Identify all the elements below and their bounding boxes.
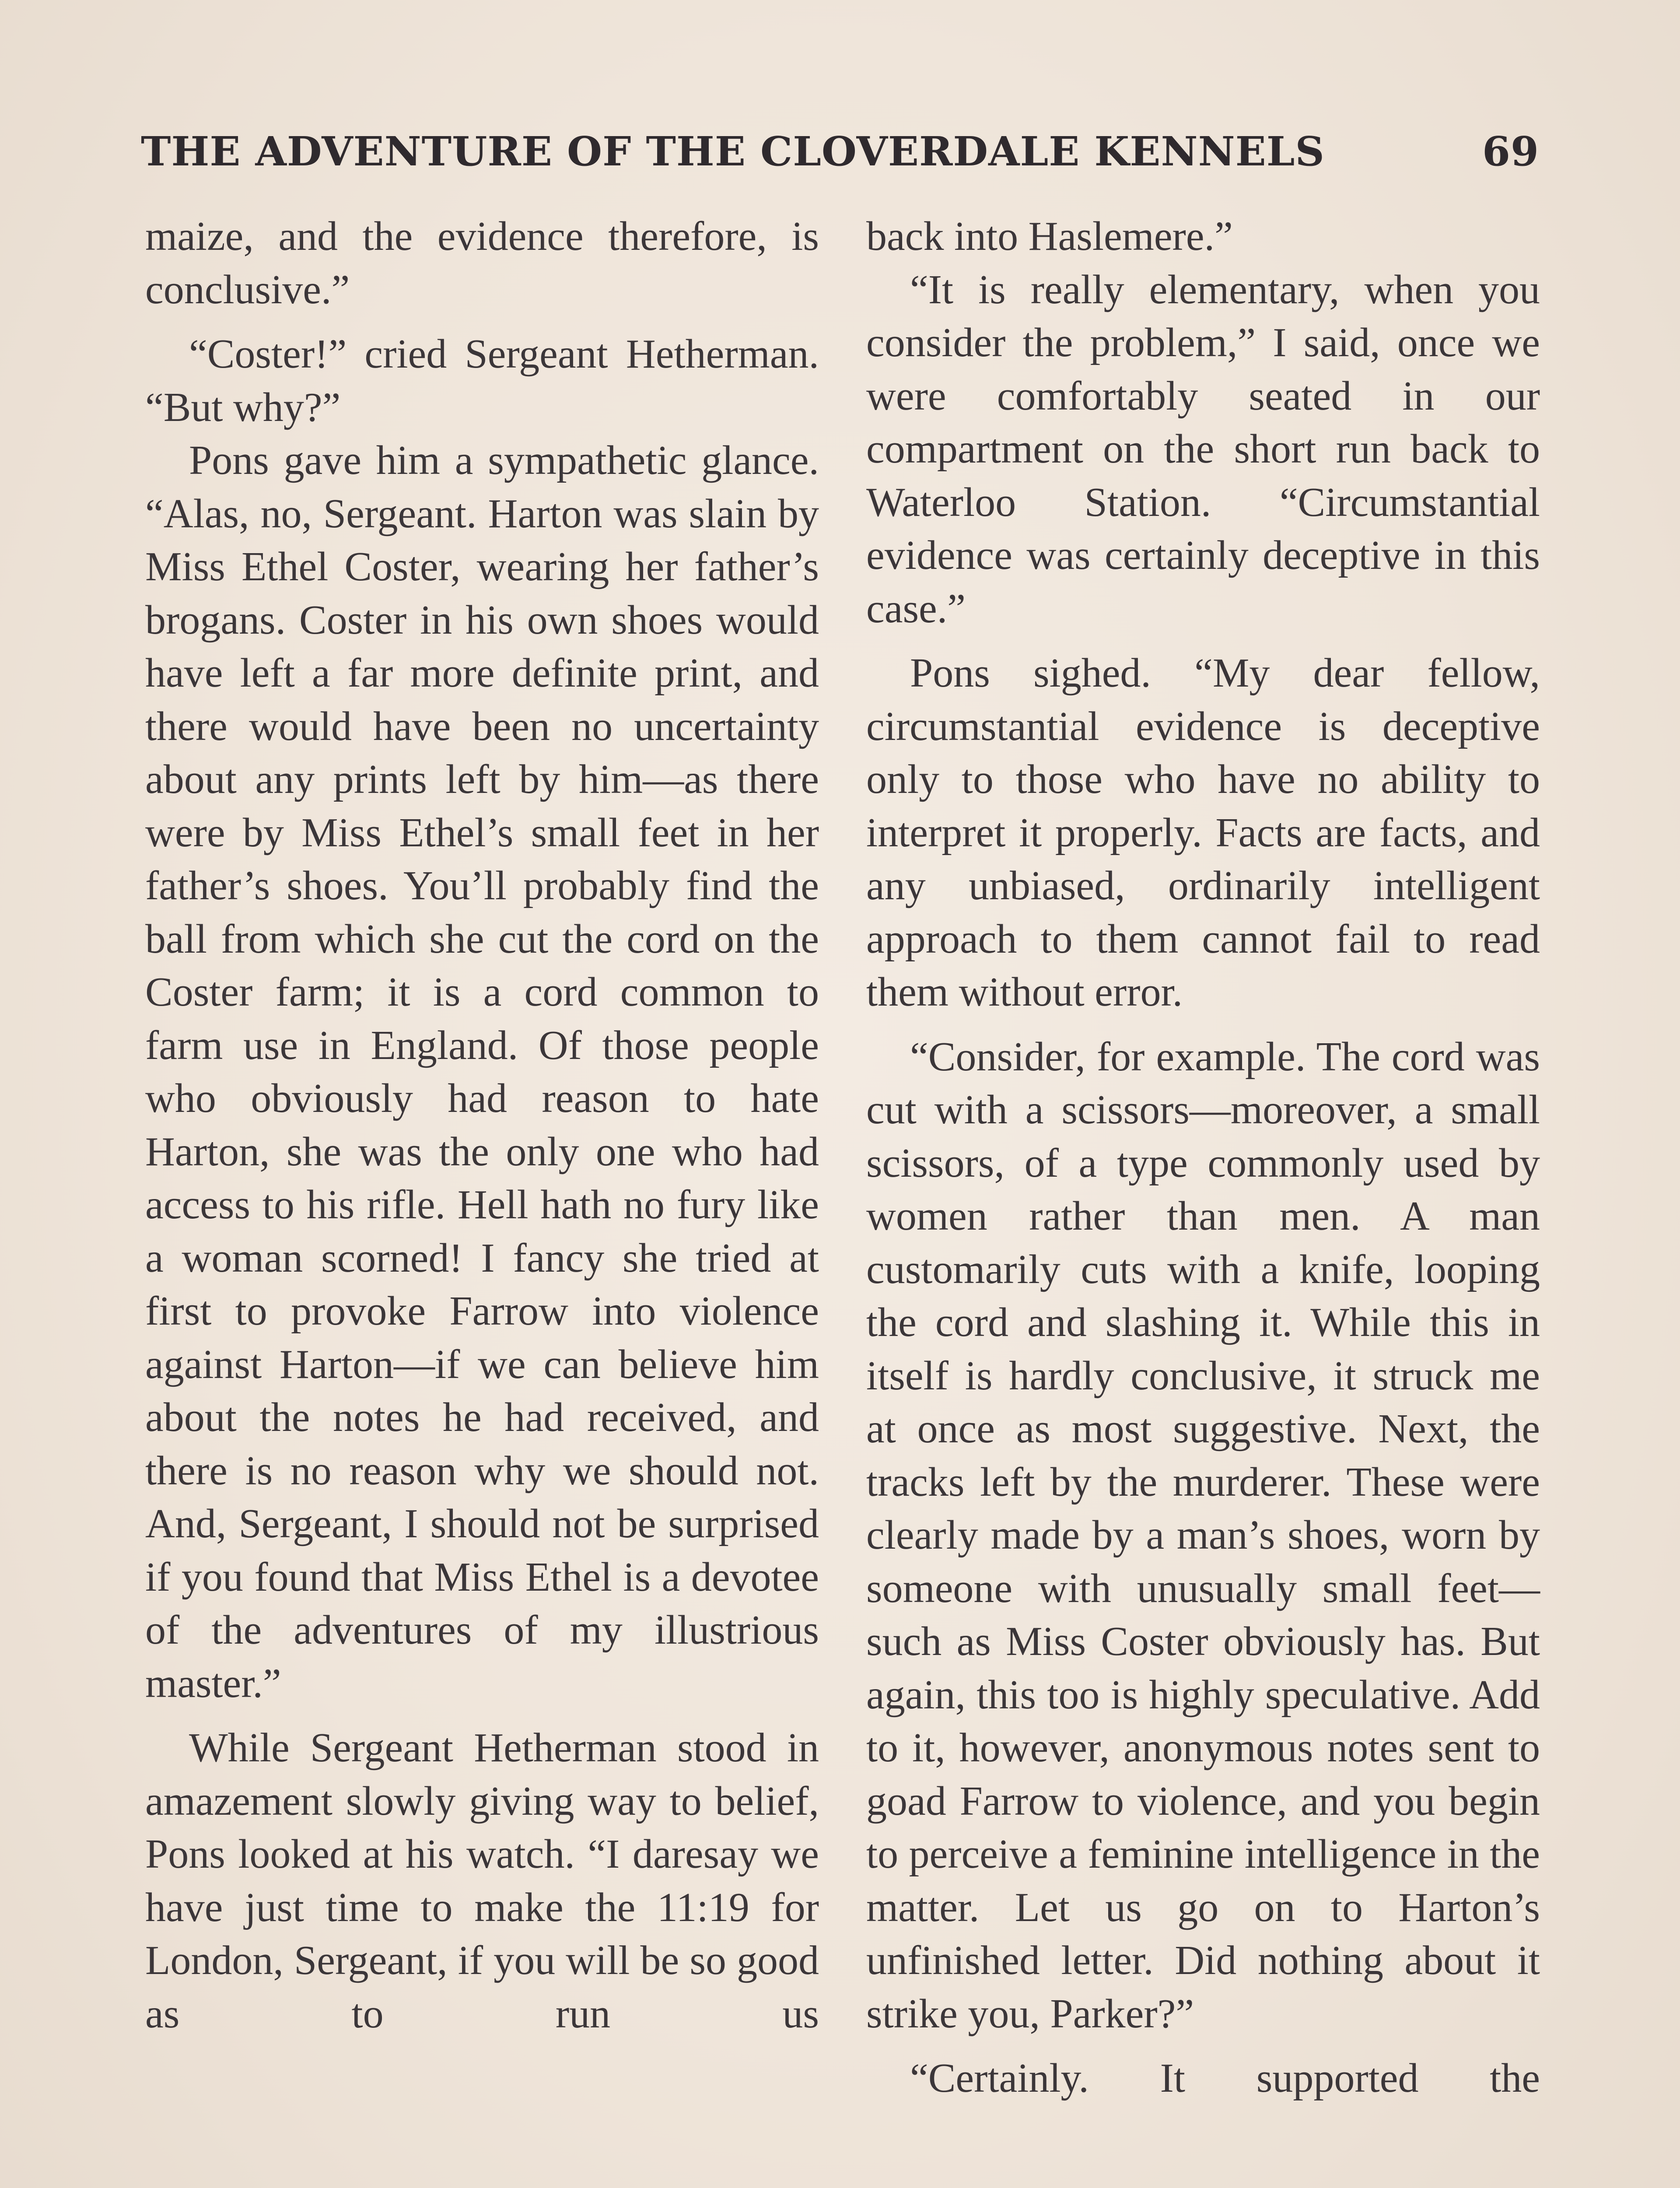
paragraph: “Consider, for example. The cord was cut with a scissors—moreover, a small scissors, of a type commonly used by women rather than men. A man customarily cuts with a knife, looping the cord and slashing it. While this in itself is hardly conclusive, it struck me at once as most suggestive. Next, the tracks left by the murderer. These were clearly made by a man’s shoes, worn by someone with unusually small feet—such as Miss Coster obviously has. But again, this too is highly speculative. Add to it, however, anonymous notes sent to goad Farrow to violence, and you begin to perceive a feminine intelligence in the matter. Let us go on to Harton’s unfinished letter. Did nothing about it strike you, Parker?” (866, 1034, 1540, 2037)
left-column (145, 210, 819, 2041)
chapter-title: THE ADVENTURE OF THE CLOVERDALE KENNELS (141, 128, 1325, 175)
paragraph: “It is really elementary, when you consider the problem,” I said, once we were comfortably seated in our compartment on the short run back to Waterloo Station. “Circumstantial evidence was certainly deceptive in this case.” (866, 266, 1540, 631)
paragraph: While Sergeant Hetherman stood in amazement slowly giving way to belief, Pons looked at his watch. “I daresay we have just time to make the 11:19 for London, Sergeant, if you will be so good as to run us (145, 1725, 819, 2037)
paragraph: back into Haslemere.” (866, 214, 1233, 259)
page-number: 69 (1482, 128, 1539, 175)
paragraph: Pons gave him a sympathetic glance. “Alas, no, Sergeant. Harton was slain by Miss Ethel Coster, wearing her father’s brogans. Coster in his own shoes would have left a far more definite print, and there would have been no uncertainty about any prints left by him—as there were by Miss Ethel’s small feet in her father’s shoes. You’ll probably find the ball from which she cut the cord on the Coster farm; it is a cord common to farm use in England. Of those people who obviously had reason to hate Harton, she was the only one who had access to his rifle. Hell hath no fury like a woman scorned! I fancy she tried at first to provoke Farrow into violence against Harton—if we can believe him about the notes he had received, and there is no reason why we should not. And, Sergeant, I should not be surprised if you found that Miss Ethel is a devotee of the adventures of my illustrious master.” (145, 438, 819, 1706)
running-header (141, 128, 1539, 189)
right-column (866, 210, 1540, 2105)
paragraph: maize, and the evidence therefore, is conclusive.” (145, 214, 819, 312)
paragraph: “Certainly. It supported the (910, 2055, 1540, 2101)
paragraph: “Coster!” cried Sergeant Hetherman. “But why?” (145, 331, 819, 430)
paragraph: Pons sighed. “My dear fellow, circumstantial evidence is deceptive only to those who have no ability to interpret it properly. Facts are facts, and any unbiased, ordinarily intelligent approach to them cannot fail to read them without error. (866, 650, 1540, 1015)
